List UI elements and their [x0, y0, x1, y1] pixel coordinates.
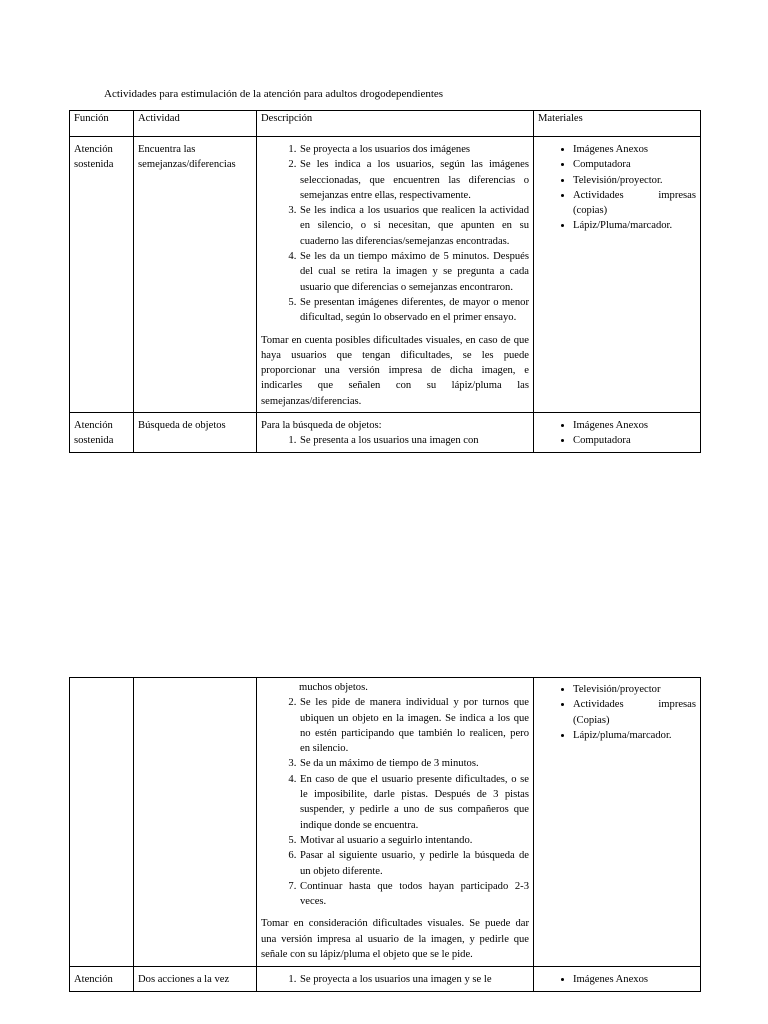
list-item: • Computadora [573, 433, 696, 448]
list-item: • Computadora [573, 157, 696, 172]
list-item: • Televisión/proyector. [573, 173, 696, 188]
row2-cont-steps-list [261, 695, 529, 909]
activities-table-part1 [69, 110, 701, 453]
list-item: 2. Se les pide de manera individual y por turnos que ubiquen un objeto en la imagen. Se indica a los que no estén participando que también lo realicen, pero en silencio. [299, 695, 529, 756]
list-item: 1. Se proyecta a los usuarios dos imágenes [299, 142, 529, 157]
list-item: • Actividades impresas (Copias) [573, 697, 696, 728]
header-descripcion: Descripción [257, 111, 534, 137]
list-item: • Imágenes Anexos [573, 142, 696, 157]
row1-steps-list [261, 142, 529, 326]
row1-materials-list [538, 142, 696, 234]
row3-descripcion [257, 967, 534, 991]
table-row [70, 413, 701, 453]
list-item: 3. Se da un máximo de tiempo de 3 minutos. [299, 756, 529, 771]
list-item: 4. En caso de que el usuario presente dificultades, o se le imposibilite, darle pistas. Después de 3 pistas suspender, y pedirle a uno de sus compañeros que indique donde se encuentra. [299, 772, 529, 833]
table-row [70, 678, 701, 967]
header-actividad: Actividad [134, 111, 257, 137]
activities-table-part2 [69, 677, 701, 992]
list-item: • Actividades impresas (copias) [573, 188, 696, 219]
row2-note: Tomar en consideración dificultades visuales. Se puede dar una versión impresa al usuario de la imagen, y pedirle que señale con su lápiz/pluma el objeto que se le pide. [261, 918, 529, 961]
row2-cont-funcion [70, 678, 134, 967]
row3-materiales [534, 967, 701, 991]
header-funcion: Función [70, 111, 134, 137]
row1-descripcion [257, 137, 534, 413]
row3-actividad: Dos acciones a la vez [134, 967, 257, 991]
list-item: 6. Pasar al siguiente usuario, y pedirle la búsqueda de un objeto diferente. [299, 848, 529, 879]
row1-actividad: Encuentra las semejanzas/diferencias [134, 137, 257, 413]
table-row [70, 137, 701, 413]
row1-note: Tomar en cuenta posibles dificultades visuales, en caso de que haya usuarios que tengan dificultades, se les puede proporcionar una versión impresa de dicha imagen, e indicarles que señalen con su lápiz/pluma las semejanzas/diferencias. [261, 334, 529, 407]
list-item: • Imágenes Anexos [573, 418, 696, 433]
list-item: 3. Se les indica a los usuarios que realicen la actividad en silencio, o si necesitan, que apunten en su cuaderno las diferencias/semejanzas encontradas. [299, 203, 529, 249]
row2-cont-materials-list [538, 682, 696, 743]
row2-steps-list [261, 433, 529, 448]
list-item: • Lápiz/Pluma/marcador. [573, 218, 696, 233]
list-item: 5. Motivar al usuario a seguirlo intentando. [299, 833, 529, 848]
row1-materiales [534, 137, 701, 413]
list-item: 2. Se les indica a los usuarios, según las imágenes seleccionadas, que encuentren las diferencias o semejanzas entre ellas, respectivamente. [299, 157, 529, 203]
row2-materiales [534, 413, 701, 453]
row2-cont-actividad [134, 678, 257, 967]
table-row [70, 967, 701, 991]
list-item: 7. Continuar hasta que todos hayan participado 2-3 veces. [299, 879, 529, 910]
table-caption: Actividades para estimulación de la atención para adultos drogodependientes [104, 88, 444, 100]
row2-step1-continued: muchos objetos. [299, 682, 368, 693]
table-header-row [70, 111, 701, 137]
row2-actividad: Búsqueda de objetos [134, 413, 257, 453]
row2-materials-list [538, 418, 696, 449]
row3-steps-list [261, 972, 529, 987]
row3-funcion: Atención [70, 967, 134, 991]
row2-cont-descripcion [257, 678, 534, 967]
list-item: • Televisión/proyector [573, 682, 696, 697]
header-materiales: Materiales [534, 111, 701, 137]
list-item: • Lápiz/pluma/marcador. [573, 728, 696, 743]
list-item: 1. Se proyecta a los usuarios una imagen y se le [299, 972, 529, 987]
row2-intro: Para la búsqueda de objetos: [261, 420, 382, 432]
row2-cont-materiales [534, 678, 701, 967]
row2-funcion: Atención sostenida [70, 413, 134, 453]
row1-funcion: Atención sostenida [70, 137, 134, 413]
list-item: 1. Se presenta a los usuarios una imagen con [299, 433, 529, 448]
list-item: 5. Se presentan imágenes diferentes, de mayor o menor dificultad, según lo observado en el primer ensayo. [299, 295, 529, 326]
list-item: 4. Se les da un tiempo máximo de 5 minutos. Después del cual se retira la imagen y se pregunta a cada usuario que diferencias o semejanzas encontraron. [299, 249, 529, 295]
row3-materials-list [538, 972, 696, 987]
row2-descripcion [257, 413, 534, 453]
list-item: • Imágenes Anexos [573, 972, 696, 987]
